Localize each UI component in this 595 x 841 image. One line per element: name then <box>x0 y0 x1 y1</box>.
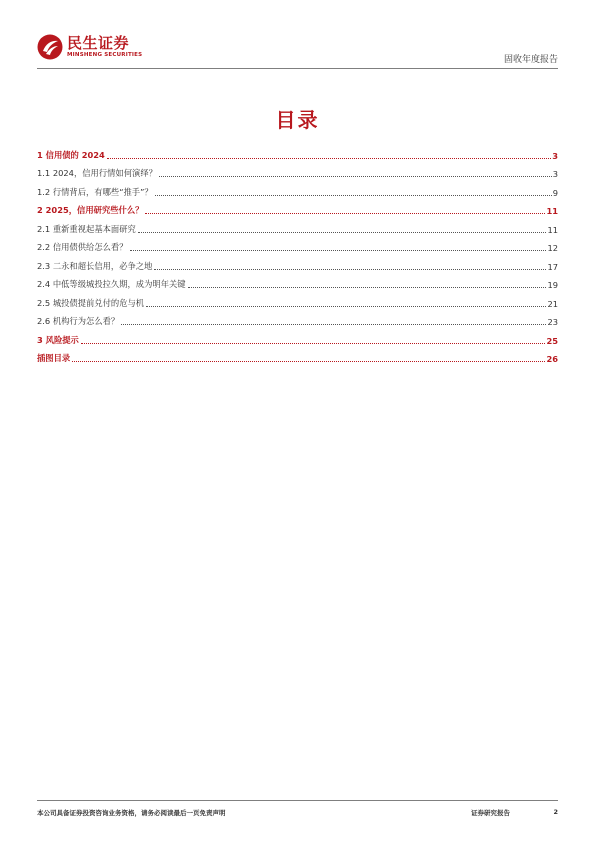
toc-dot-leader <box>154 269 546 270</box>
toc-section-entry[interactable] <box>37 235 558 254</box>
toc-section-entry[interactable] <box>37 272 558 291</box>
toc-dot-leader <box>155 195 552 196</box>
toc-dot-leader <box>145 213 545 214</box>
toc-entry-label: 2.5 城投债提前兑付的危与机 <box>37 297 145 308</box>
toc-chapter-entry[interactable] <box>37 142 558 161</box>
toc-entry-label: 2.1 重新重视起基本面研究 <box>37 223 136 234</box>
toc-entry-label: 3 风险提示 <box>37 334 79 345</box>
toc-entry-page: 11 <box>546 206 558 216</box>
toc-dot-leader <box>159 176 552 177</box>
page-number: 2 <box>553 808 558 816</box>
logo-chinese-name: 民生证券 <box>67 34 130 52</box>
minsheng-logo-icon <box>37 34 63 60</box>
toc-entry-label: 1.2 行情背后，有哪些“推手”？ <box>37 186 153 197</box>
company-logo <box>37 34 142 60</box>
toc-entry-label: 2.4 中低等级城投拉久期，成为明年关键 <box>37 279 186 289</box>
page-header <box>37 28 558 68</box>
toc-chapter-entry[interactable] <box>37 346 558 365</box>
toc-dot-leader <box>81 343 546 344</box>
toc-entry-page: 23 <box>547 317 558 327</box>
footer-divider <box>37 800 558 801</box>
toc-title: 目录 <box>275 108 320 132</box>
toc-entry-label: 插图目录 <box>37 353 71 363</box>
toc-entry-label: 2.3 二永和超长信用，必争之地 <box>37 260 153 271</box>
toc-dot-leader <box>146 306 546 307</box>
toc-section-entry[interactable] <box>37 253 558 272</box>
toc-entry-page: 17 <box>547 261 558 272</box>
toc-entry-label: 1.1 2024，信用行情如何演绎？ <box>37 168 157 178</box>
toc-dot-leader <box>188 287 547 288</box>
header-report-type: 固收年度报告 <box>503 55 558 65</box>
toc-dot-leader <box>72 361 545 362</box>
toc-dot-leader <box>130 250 547 251</box>
toc-entry-page: 26 <box>546 354 558 364</box>
footer-report-type: 证券研究报告 <box>471 809 510 817</box>
header-divider <box>37 68 558 69</box>
toc-chapter-entry[interactable] <box>37 327 558 346</box>
toc-entry-label: 2.2 信用债供给怎么看？ <box>37 242 128 252</box>
table-of-contents <box>37 142 558 364</box>
toc-entry-page: 9 <box>552 187 558 198</box>
toc-dot-leader <box>121 324 546 325</box>
toc-section-entry[interactable] <box>37 290 558 309</box>
toc-entry-label: 2 2025，信用研究些什么？ <box>37 205 144 215</box>
footer-disclaimer: 本公司具备证券投资咨询业务资格，请务必阅读最后一页免责声明 <box>37 809 226 817</box>
toc-dot-leader <box>138 232 547 233</box>
toc-entry-page: 11 <box>547 224 558 235</box>
toc-entry-page: 19 <box>547 280 558 290</box>
toc-section-entry[interactable] <box>37 309 558 328</box>
toc-section-entry[interactable] <box>37 161 558 180</box>
toc-entry-page: 25 <box>546 335 558 346</box>
toc-entry-label: 1 信用债的 2024 <box>37 149 105 160</box>
toc-section-entry[interactable] <box>37 179 558 198</box>
toc-entry-page: 12 <box>547 243 558 253</box>
toc-entry-page: 21 <box>547 298 558 309</box>
toc-chapter-entry[interactable] <box>37 198 558 217</box>
toc-entry-label: 2.6 机构行为怎么看？ <box>37 316 120 326</box>
toc-entry-page: 3 <box>552 150 558 161</box>
toc-entry-page: 3 <box>552 169 558 179</box>
logo-english-name: MINSHENG SECURITIES <box>67 52 143 58</box>
toc-section-entry[interactable] <box>37 216 558 235</box>
toc-dot-leader <box>107 158 551 159</box>
